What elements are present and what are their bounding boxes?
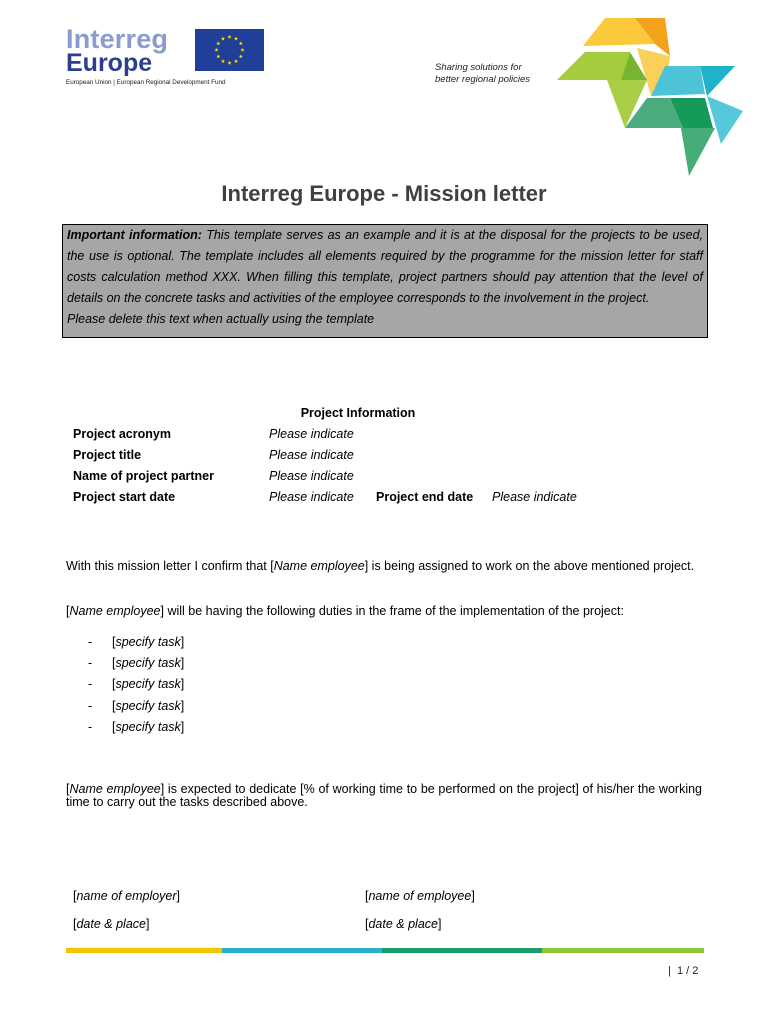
task-placeholder: specify task	[115, 720, 181, 734]
task-placeholder: specify task	[115, 635, 181, 649]
slogan-line-1: Sharing solutions for	[435, 62, 522, 73]
footer-bar-segment	[66, 948, 222, 953]
footer-bar-segment	[222, 948, 382, 953]
interreg-arrow-decoration	[555, 16, 745, 178]
task-placeholder: specify task	[115, 656, 181, 670]
task-list-item: - [specify task]	[88, 635, 185, 649]
task-list-item: - [specify task]	[88, 699, 185, 713]
info-delete-note: Please delete this text when actually using the template	[67, 312, 375, 326]
logo-subtitle: European Union | European Regional Development Fund	[66, 79, 226, 86]
employee-date-place-field: [date & place]	[365, 917, 442, 931]
employee-placeholder: Name employee	[69, 782, 161, 796]
project-end-date-label: Project end date	[376, 490, 474, 504]
footer-bar-segment	[382, 948, 542, 953]
date-place-placeholder: date & place	[76, 917, 146, 931]
project-acronym-label: Project acronym	[73, 427, 171, 441]
page-title: Interreg Europe - Mission letter	[221, 181, 547, 206]
project-partner-value: Please indicate	[269, 469, 354, 483]
info-paragraph	[67, 225, 703, 309]
dedication-paragraph	[66, 783, 702, 809]
text-fragment: ] is expected to dedicate [% of working time to be performed on the project] of his/her the working time to carry out the tasks described above.	[66, 782, 702, 809]
text-fragment: ] will be having the following duties in the frame of the implementation of the project:	[160, 604, 624, 618]
project-start-date-label: Project start date	[73, 490, 176, 504]
employee-signature-field: [name of employee]	[365, 889, 475, 903]
project-acronym-value: Please indicate	[269, 427, 354, 441]
footer-color-bar	[66, 948, 704, 953]
task-list-item: - [specify task]	[88, 656, 185, 670]
project-information-heading: Project Information	[300, 406, 416, 420]
project-partner-label: Name of project partner	[73, 469, 215, 483]
confirmation-paragraph	[66, 560, 702, 573]
duties-paragraph	[66, 605, 702, 618]
task-placeholder: specify task	[115, 677, 181, 691]
info-text: This template serves as an example and it is at the disposal for the projects to be used, the use is optional. The template includes all elements required by the programme for the mission letter for staff costs calculation method XXX. When filling this template, project partners should pay attention that the level of details on the concrete tasks and activities of the employee corresponds to the involvement in the project.	[67, 228, 703, 305]
text-fragment: With this mission letter I confirm that [	[66, 559, 274, 573]
logo-europe-text: Europe	[66, 49, 153, 77]
project-title-value: Please indicate	[269, 448, 354, 462]
slogan-line-2: better regional policies	[435, 74, 531, 85]
employer-date-place-field: [date & place]	[73, 917, 150, 931]
date-place-placeholder: date & place	[368, 917, 438, 931]
text-fragment: ] is being assigned to work on the above mentioned project.	[364, 559, 695, 573]
task-list-item: - [specify task]	[88, 677, 185, 691]
employer-signature-field: [name of employer]	[73, 889, 181, 903]
employee-name-placeholder: name of employee	[368, 889, 472, 903]
eu-flag-icon	[195, 29, 264, 71]
important-information-box	[62, 224, 708, 338]
employee-placeholder: Name employee	[273, 559, 365, 573]
text-fragment: [	[66, 604, 70, 618]
employer-placeholder: name of employer	[76, 889, 177, 903]
slogan	[435, 62, 530, 86]
text-fragment: [	[66, 782, 70, 796]
page-number: | 1 / 2	[668, 965, 699, 977]
task-placeholder: specify task	[115, 699, 181, 713]
project-end-date-value: Please indicate	[492, 490, 577, 504]
logo-interreg-text: Interreg	[66, 24, 169, 54]
employee-placeholder: Name employee	[69, 604, 161, 618]
task-list-item: - [specify task]	[88, 720, 185, 734]
project-start-date-value: Please indicate	[269, 490, 354, 504]
project-title-label: Project title	[73, 448, 142, 462]
info-label: Important information:	[67, 228, 202, 242]
footer-bar-segment	[542, 948, 704, 953]
